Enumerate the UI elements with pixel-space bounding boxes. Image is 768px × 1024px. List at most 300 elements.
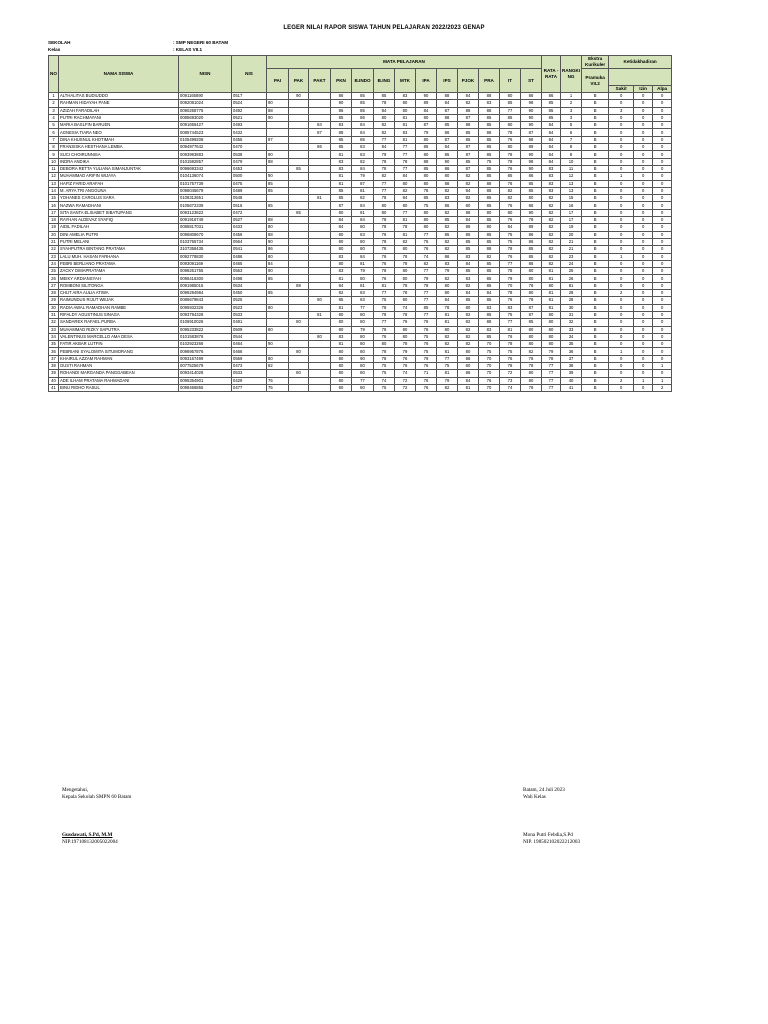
grade-pakt bbox=[309, 260, 331, 267]
absent-count: 0 bbox=[653, 195, 672, 202]
grade-mtk: 77 bbox=[395, 151, 416, 158]
grade-st: 80 bbox=[521, 341, 542, 348]
grade-pakt: 80 bbox=[309, 333, 331, 340]
grade-mtk: 74 bbox=[395, 304, 416, 311]
absent-count: 1 bbox=[653, 362, 672, 369]
grade-it: 78 bbox=[500, 268, 521, 275]
header-subject-pakt: PAKT bbox=[309, 69, 331, 93]
grade-mtk: 76 bbox=[395, 362, 416, 369]
grade-ipa: 82 bbox=[416, 260, 437, 267]
grade-pak: 80 bbox=[289, 370, 309, 377]
grade-it: 76 bbox=[500, 136, 521, 143]
student-nisn: 0102923266 bbox=[179, 341, 232, 348]
header-extracurricular: Ekstra Kurikuler bbox=[582, 56, 609, 69]
header-nis: NIS bbox=[232, 56, 267, 93]
grade-it: 70 bbox=[500, 282, 521, 289]
table-row bbox=[49, 217, 672, 224]
pramuka-grade: B bbox=[582, 297, 609, 304]
grade-pkn: 80 bbox=[331, 238, 352, 245]
table-row bbox=[49, 151, 672, 158]
grade-bing: 79 bbox=[374, 151, 395, 158]
grade-pra: 75 bbox=[479, 158, 500, 165]
sick-count: 0 bbox=[609, 231, 634, 238]
grade-ipa: 77 bbox=[416, 231, 437, 238]
school-value: : SMP NEGERI 60 BATAM bbox=[173, 40, 229, 45]
rank: 24 bbox=[561, 260, 582, 267]
grade-ips: 80 bbox=[437, 290, 458, 297]
row-number: 13 bbox=[49, 180, 59, 187]
grade-bing: 77 bbox=[374, 319, 395, 326]
grade-pra: 88 bbox=[479, 187, 500, 194]
student-name: FRANSISKA HESTHANA LEMBA bbox=[59, 144, 179, 151]
student-name: YOHANES CAROLUS SARA bbox=[59, 195, 179, 202]
table-row bbox=[49, 297, 672, 304]
grade-it: 78 bbox=[500, 246, 521, 253]
header-subject-pkn: PKN bbox=[331, 69, 352, 93]
grade-pra: 75 bbox=[479, 348, 500, 355]
grade-pjok: 80 bbox=[458, 304, 479, 311]
grade-mtk: 72 bbox=[395, 384, 416, 391]
grade-pai bbox=[267, 129, 289, 136]
grade-ips: 85 bbox=[437, 151, 458, 158]
grade-st: 86 bbox=[521, 173, 542, 180]
table-row bbox=[49, 114, 672, 121]
grade-pai bbox=[267, 333, 289, 340]
average: 82 bbox=[542, 246, 561, 253]
grade-pakt bbox=[309, 202, 331, 209]
student-nis: 0521 bbox=[232, 114, 267, 121]
absent-count: 0 bbox=[653, 100, 672, 107]
grade-ipa: 76 bbox=[416, 377, 437, 384]
grade-bing: 78 bbox=[374, 165, 395, 172]
student-nisn: 0101592857 bbox=[179, 158, 232, 165]
grade-pkn: 83 bbox=[331, 333, 352, 340]
grade-pjok: 83 bbox=[458, 275, 479, 282]
row-number: 11 bbox=[49, 165, 59, 172]
grade-ipa: 75 bbox=[416, 333, 437, 340]
row-number: 10 bbox=[49, 158, 59, 165]
grade-bing: 80 bbox=[374, 209, 395, 216]
table-row bbox=[49, 107, 672, 114]
absent-count: 0 bbox=[653, 187, 672, 194]
grade-pak bbox=[289, 268, 309, 275]
absent-count: 0 bbox=[653, 151, 672, 158]
grade-st: 90 bbox=[521, 122, 542, 129]
grade-mtk: 76 bbox=[395, 319, 416, 326]
table-row bbox=[49, 304, 672, 311]
grade-mtk: 83 bbox=[395, 129, 416, 136]
grade-st: 80 bbox=[521, 195, 542, 202]
grade-pjok: 84 bbox=[458, 217, 479, 224]
grade-st: 78 bbox=[521, 384, 542, 391]
grade-pjok: 88 bbox=[458, 122, 479, 129]
grade-bindo: 79 bbox=[352, 173, 374, 180]
grade-mtk: 80 bbox=[395, 326, 416, 333]
absent-count: 0 bbox=[653, 326, 672, 333]
page-title: LEGER NILAI RAPOR SISWA TAHUN PELAJARAN 2022/2023 GENAP bbox=[283, 25, 485, 31]
signature-right-line1: Batam, 24 Juli 2023 bbox=[523, 787, 565, 793]
grade-st: 76 bbox=[521, 282, 542, 289]
grade-pjok: 82 bbox=[458, 326, 479, 333]
row-number: 16 bbox=[49, 202, 59, 209]
sick-count: 0 bbox=[609, 311, 634, 318]
rank: 32 bbox=[561, 319, 582, 326]
absent-count: 0 bbox=[653, 304, 672, 311]
student-nis: 0493 bbox=[232, 122, 267, 129]
average: 80 bbox=[542, 333, 561, 340]
grade-ips: 81 bbox=[437, 319, 458, 326]
row-number: 8 bbox=[49, 144, 59, 151]
average: 81 bbox=[542, 297, 561, 304]
grade-pra: 83 bbox=[479, 100, 500, 107]
table-row bbox=[49, 144, 672, 151]
grade-pra: 70 bbox=[479, 362, 500, 369]
grade-bindo: 80 bbox=[352, 238, 374, 245]
grade-pai: 80 bbox=[267, 326, 289, 333]
student-nis: 0559 bbox=[232, 355, 267, 362]
sick-count: 0 bbox=[609, 275, 634, 282]
grade-bindo: 83 bbox=[352, 297, 374, 304]
student-nisn: 0093123822 bbox=[179, 209, 232, 216]
student-name: RIFALDY AGUSTINUS SINAGA bbox=[59, 311, 179, 318]
grade-pakt: 81 bbox=[309, 311, 331, 318]
rank: 26 bbox=[561, 275, 582, 282]
grade-pkn: 83 bbox=[331, 122, 352, 129]
grade-pkn: 80 bbox=[331, 311, 352, 318]
grade-mtk: 76 bbox=[395, 355, 416, 362]
class-value: : KELAS VII.1 bbox=[173, 47, 203, 52]
grade-ipa: 80 bbox=[416, 136, 437, 143]
grade-it: 81 bbox=[500, 326, 521, 333]
table-row bbox=[49, 260, 672, 267]
grade-pjok: 80 bbox=[458, 362, 479, 369]
sick-count: 0 bbox=[609, 362, 634, 369]
header-subject-pra: PRA bbox=[479, 69, 500, 93]
grade-pai bbox=[267, 93, 289, 100]
average: 82 bbox=[542, 224, 561, 231]
permit-count: 0 bbox=[634, 326, 653, 333]
average: 77 bbox=[542, 370, 561, 377]
pramuka-grade: B bbox=[582, 93, 609, 100]
sick-count: 0 bbox=[609, 187, 634, 194]
permit-count: 0 bbox=[634, 253, 653, 260]
grade-st: 80 bbox=[521, 333, 542, 340]
header-subject-mtk: MTK bbox=[395, 69, 416, 93]
average: 83 bbox=[542, 180, 561, 187]
grade-mtk: 78 bbox=[395, 311, 416, 318]
permit-count: 0 bbox=[634, 384, 653, 391]
grade-pjok: 87 bbox=[458, 165, 479, 172]
grade-ips: 82 bbox=[437, 209, 458, 216]
grade-it: 80 bbox=[500, 144, 521, 151]
grade-pak bbox=[289, 341, 309, 348]
grade-ips: 82 bbox=[437, 224, 458, 231]
grade-ipa: 79 bbox=[416, 129, 437, 136]
grade-bindo: 80 bbox=[352, 370, 374, 377]
grade-it: 76 bbox=[500, 202, 521, 209]
grade-pak bbox=[289, 355, 309, 362]
student-nis: 0538 bbox=[232, 151, 267, 158]
absent-count: 0 bbox=[653, 238, 672, 245]
grade-mtk: 80 bbox=[395, 297, 416, 304]
grade-bing: 77 bbox=[374, 136, 395, 143]
student-nis: 0429 bbox=[232, 377, 267, 384]
permit-count: 0 bbox=[634, 355, 653, 362]
table-row bbox=[49, 129, 672, 136]
student-nisn: 0098045679 bbox=[179, 187, 232, 194]
grade-pai: 88 bbox=[267, 107, 289, 114]
header-absence-group: Ketidakhadiran bbox=[609, 56, 672, 69]
grade-pai bbox=[267, 195, 289, 202]
table-row bbox=[49, 282, 672, 289]
absent-count: 1 bbox=[653, 377, 672, 384]
pramuka-grade: B bbox=[582, 180, 609, 187]
absent-count: 0 bbox=[653, 158, 672, 165]
grade-pkn: 81 bbox=[331, 304, 352, 311]
student-nis: 0489 bbox=[232, 187, 267, 194]
average: 82 bbox=[542, 195, 561, 202]
grade-ipa: 75 bbox=[416, 238, 437, 245]
average: 83 bbox=[542, 165, 561, 172]
student-nisn: 0105672339 bbox=[179, 202, 232, 209]
grade-pra: 85 bbox=[479, 282, 500, 289]
header-subjects-group: MATA PELAJARAN bbox=[267, 56, 542, 69]
student-nisn: 0101757739 bbox=[179, 180, 232, 187]
grade-pai: 75 bbox=[267, 377, 289, 384]
grade-pra: 85 bbox=[479, 144, 500, 151]
grade-pra: 88 bbox=[479, 180, 500, 187]
grade-mtk: 77 bbox=[395, 144, 416, 151]
grade-pak bbox=[289, 362, 309, 369]
student-nisn: 0108312651 bbox=[179, 195, 232, 202]
table-row bbox=[49, 195, 672, 202]
grade-pkn: 88 bbox=[331, 129, 352, 136]
grade-ips: 82 bbox=[437, 275, 458, 282]
absent-count: 0 bbox=[653, 114, 672, 121]
table-row bbox=[49, 326, 672, 333]
grade-pra: 85 bbox=[479, 275, 500, 282]
absent-count: 0 bbox=[653, 260, 672, 267]
grade-pakt bbox=[309, 246, 331, 253]
row-number: 32 bbox=[49, 319, 59, 326]
grade-pai: 85 bbox=[267, 202, 289, 209]
grade-pak bbox=[289, 253, 309, 260]
absent-count: 0 bbox=[653, 93, 672, 100]
grade-st: 90 bbox=[521, 107, 542, 114]
grade-bindo: 80 bbox=[352, 384, 374, 391]
grade-pakt bbox=[309, 231, 331, 238]
grade-pakt bbox=[309, 290, 331, 297]
grade-pai bbox=[267, 311, 289, 318]
grade-pra: 85 bbox=[479, 238, 500, 245]
grade-it: 75 bbox=[500, 231, 521, 238]
grade-pjok: 88 bbox=[458, 107, 479, 114]
header-no: NO bbox=[49, 56, 59, 93]
grade-pak bbox=[289, 129, 309, 136]
row-number: 37 bbox=[49, 355, 59, 362]
grade-pra: 85 bbox=[479, 114, 500, 121]
row-number: 12 bbox=[49, 173, 59, 180]
student-name: PUTRI RACHMAYANI bbox=[59, 114, 179, 121]
row-number: 15 bbox=[49, 195, 59, 202]
grade-mtk: 81 bbox=[395, 114, 416, 121]
grade-pakt bbox=[309, 275, 331, 282]
absent-count: 0 bbox=[653, 297, 672, 304]
average: 84 bbox=[542, 136, 561, 143]
student-nisn: 0077525679 bbox=[179, 362, 232, 369]
grade-ips: 83 bbox=[437, 260, 458, 267]
grade-pkn: 80 bbox=[331, 246, 352, 253]
grade-mtk: 80 bbox=[395, 100, 416, 107]
table-row bbox=[49, 341, 672, 348]
table-row bbox=[49, 355, 672, 362]
rank: 35 bbox=[561, 341, 582, 348]
grade-mtk: 78 bbox=[395, 290, 416, 297]
table-row bbox=[49, 348, 672, 355]
grade-bing: 77 bbox=[374, 180, 395, 187]
rank: 17 bbox=[561, 217, 582, 224]
grade-st: 80 bbox=[521, 275, 542, 282]
pramuka-grade: B bbox=[582, 195, 609, 202]
grade-pkn: 84 bbox=[331, 217, 352, 224]
grade-st: 89 bbox=[521, 144, 542, 151]
grade-pak bbox=[289, 187, 309, 194]
grade-bing: 75 bbox=[374, 297, 395, 304]
grade-pjok: 84 bbox=[458, 187, 479, 194]
sick-count: 0 bbox=[609, 202, 634, 209]
average: 82 bbox=[542, 238, 561, 245]
grades-table bbox=[48, 55, 672, 392]
student-nis: 0523 bbox=[232, 304, 267, 311]
grade-pai: 90 bbox=[267, 268, 289, 275]
grade-st: 90 bbox=[521, 114, 542, 121]
pramuka-grade: B bbox=[582, 304, 609, 311]
table-row bbox=[49, 333, 672, 340]
sick-count: 0 bbox=[609, 151, 634, 158]
sick-count: 0 bbox=[609, 319, 634, 326]
grade-pai bbox=[267, 319, 289, 326]
student-name: FEBRIANI SYALOMITA SITUMORANG bbox=[59, 348, 179, 355]
permit-count: 0 bbox=[634, 209, 653, 216]
table-row bbox=[49, 268, 672, 275]
grade-pjok: 82 bbox=[458, 333, 479, 340]
grade-ipa: 80 bbox=[416, 224, 437, 231]
sick-count: 0 bbox=[609, 341, 634, 348]
rank: 2 bbox=[561, 100, 582, 107]
grade-pra: 85 bbox=[479, 151, 500, 158]
student-nisn: 0096957876 bbox=[179, 348, 232, 355]
grade-it: 75 bbox=[500, 238, 521, 245]
grade-pra: 85 bbox=[479, 195, 500, 202]
absent-count: 0 bbox=[653, 202, 672, 209]
grade-pra: 82 bbox=[479, 253, 500, 260]
grade-bing: 76 bbox=[374, 253, 395, 260]
grade-mtk: 82 bbox=[395, 187, 416, 194]
grade-pak bbox=[289, 114, 309, 121]
table-row bbox=[49, 224, 672, 231]
student-nisn: 0101583876 bbox=[179, 333, 232, 340]
grade-pkn: 80 bbox=[331, 326, 352, 333]
student-name: ADE ILHAM PRATAMA RAHMADANI bbox=[59, 377, 179, 384]
grade-it: 77 bbox=[500, 260, 521, 267]
grade-bing: 78 bbox=[374, 195, 395, 202]
class-label: Kelas bbox=[48, 47, 61, 52]
rank: 36 bbox=[561, 348, 582, 355]
absent-count: 0 bbox=[653, 173, 672, 180]
pramuka-grade: B bbox=[582, 246, 609, 253]
student-nisn: 0092081024 bbox=[179, 100, 232, 107]
grade-pjok: 84 bbox=[458, 377, 479, 384]
student-name: RAYHAN ALDEVAZ SYAFIQ bbox=[59, 217, 179, 224]
grade-pai: 82 bbox=[267, 362, 289, 369]
grade-pai: 80 bbox=[267, 224, 289, 231]
header-rank: RANGKI NG bbox=[561, 56, 582, 93]
sick-count: 0 bbox=[609, 260, 634, 267]
grade-st: 98 bbox=[521, 158, 542, 165]
grade-pai: 85 bbox=[267, 290, 289, 297]
grade-pjok: 80 bbox=[458, 348, 479, 355]
grade-mtk: 77 bbox=[395, 165, 416, 172]
grade-ips: 81 bbox=[437, 370, 458, 377]
student-name: ALTHALITAS BUDIUDDO bbox=[59, 93, 179, 100]
grade-ips: 86 bbox=[437, 165, 458, 172]
grade-bindo: 83 bbox=[352, 231, 374, 238]
grade-pak bbox=[289, 136, 309, 143]
grade-ips: 82 bbox=[437, 384, 458, 391]
grade-ipa: 75 bbox=[416, 202, 437, 209]
grade-pai bbox=[267, 209, 289, 216]
student-name: AIDIL FADILAH bbox=[59, 224, 179, 231]
grade-mtk: 80 bbox=[395, 275, 416, 282]
permit-count: 0 bbox=[634, 173, 653, 180]
sick-count: 0 bbox=[609, 355, 634, 362]
sick-count: 0 bbox=[609, 93, 634, 100]
sick-count: 0 bbox=[609, 180, 634, 187]
grade-pjok: 82 bbox=[458, 173, 479, 180]
student-name: KHAIRUL AZZAM RAHMAN bbox=[59, 355, 179, 362]
grade-pai: 90 bbox=[267, 114, 289, 121]
grade-mtk: 82 bbox=[395, 238, 416, 245]
grade-ips: 81 bbox=[437, 311, 458, 318]
grade-st: 98 bbox=[521, 136, 542, 143]
table-row bbox=[49, 158, 672, 165]
grade-pai: 85 bbox=[267, 180, 289, 187]
pramuka-grade: B bbox=[582, 290, 609, 297]
grade-mtk: 78 bbox=[395, 341, 416, 348]
grade-it: 77 bbox=[500, 107, 521, 114]
average: 82 bbox=[542, 202, 561, 209]
row-number: 20 bbox=[49, 231, 59, 238]
grade-pak bbox=[289, 326, 309, 333]
grade-pjok: 84 bbox=[458, 93, 479, 100]
grade-ipa: 77 bbox=[416, 311, 437, 318]
grade-bing: 78 bbox=[374, 246, 395, 253]
rank: 13 bbox=[561, 187, 582, 194]
rank: 30 bbox=[561, 304, 582, 311]
grade-pra: 70 bbox=[479, 355, 500, 362]
grade-bing: 78 bbox=[374, 268, 395, 275]
row-number: 3 bbox=[49, 107, 59, 114]
grade-pjok: 85 bbox=[458, 158, 479, 165]
average: 80 bbox=[542, 282, 561, 289]
grade-ipa: 76 bbox=[416, 341, 437, 348]
student-nisn: 0093414028 bbox=[179, 370, 232, 377]
grade-pkn: 80 bbox=[331, 384, 352, 391]
row-number: 34 bbox=[49, 333, 59, 340]
permit-count: 1 bbox=[634, 377, 653, 384]
grade-bindo: 83 bbox=[352, 290, 374, 297]
student-nis: 0544 bbox=[232, 333, 267, 340]
